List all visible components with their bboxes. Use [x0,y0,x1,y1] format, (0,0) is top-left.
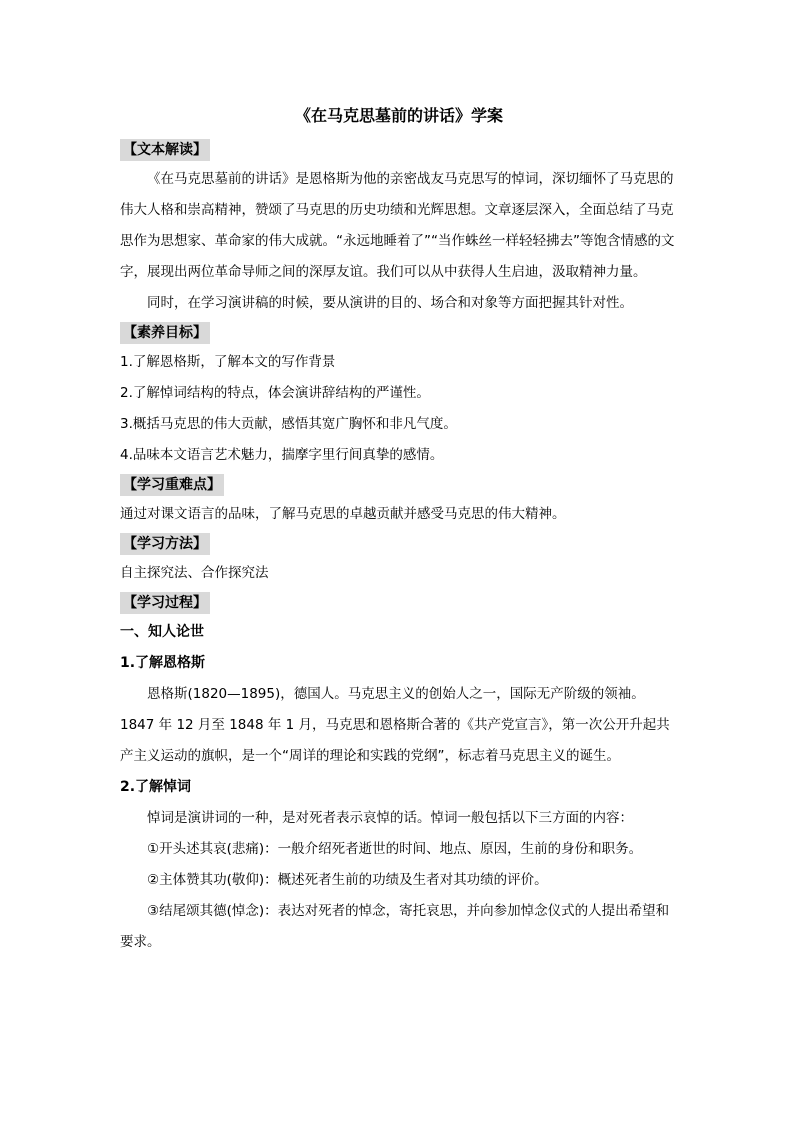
section-heading-keypoints: 【学习重难点】 [120,474,224,496]
eulogy-component-item: ③结尾颂其德(悼念)：表达对死者的悼念，寄托哀思，并向参加悼念仪式的人提出希望和要求。 [120,903,670,950]
page-title: 《在马克思墓前的讲话》学案 [294,106,503,125]
process-sub2-title: 2.了解悼词 [120,779,192,795]
section-keypoints-header [120,471,678,499]
process-sub1-title: 1.了解恩格斯 [120,655,206,671]
keypoints-text: 通过对课文语言的品味，了解马克思的卓越贡献并感受马克思的伟大精神。 [120,506,566,522]
goal-item: 3.概括马克思的伟大贡献，感悟其宽广胸怀和非凡气度。 [120,416,457,432]
section-methods-header [120,530,678,558]
section-heading-methods: 【学习方法】 [120,533,210,555]
section-reading-header [120,136,678,164]
goal-item: 1.了解恩格斯，了解本文的写作背景 [120,354,336,370]
process-sub1-text: 恩格斯(1820—1895)，德国人。马克思主义的创始人之一，国际无产阶级的领袖。1847 年 12 月至 1848 年 1 月，马克思和恩格斯合著的《共产党宣言》，第一次公开升起共产主义运动的旗帜，是一个“周详的理论和实践的党纲”，标志着马克思主义的诞生。 [120,686,670,764]
document-content [120,104,678,958]
section-heading-process: 【学习过程】 [120,592,210,614]
process-sub2-intro: 悼词是演讲词的一种，是对死者表示哀悼的话。悼词一般包括以下三方面的内容： [147,810,633,826]
section-heading-reading: 【文本解读】 [120,139,210,161]
section-goals-header [120,319,678,347]
methods-text: 自主探究法、合作探究法 [120,565,269,581]
section-heading-goals: 【素养目标】 [120,322,210,344]
section-process-header [120,589,678,617]
eulogy-component-item: ②主体赞其功(敬仰)：概述死者生前的功绩及生者对其功绩的评价。 [147,872,548,888]
reading-paragraph-1: 《在马克思墓前的讲话》是恩格斯为他的亲密战友马克思写的悼词，深切缅怀了马克思的伟大人格和崇高精神，赞颂了马克思的历史功绩和光辉思想。文章逐层深入，全面总结了马克思作为思想家、革命家的伟大成就。“永远地睡着了”“当作蛛丝一样轻轻拂去”等饱含情感的文字，展现出两位革命导师之间的深厚友谊。我们可以从中获得人生启迪，汲取精神力量。 [120,171,675,280]
reading-paragraph-2: 同时，在学习演讲稿的时候，要从演讲的目的、场合和对象等方面把握其针对性。 [147,295,633,311]
process-part1-title: 一、知人论世 [120,624,204,640]
goal-item: 4.品味本文语言艺术魅力，揣摩字里行间真挚的感情。 [120,447,444,463]
eulogy-component-item: ①开头述其哀(悲痛)：一般介绍死者逝世的时间、地点、原因，生前的身份和职务。 [147,841,643,857]
goal-item: 2.了解悼词结构的特点，体会演讲辞结构的严谨性。 [120,385,430,401]
